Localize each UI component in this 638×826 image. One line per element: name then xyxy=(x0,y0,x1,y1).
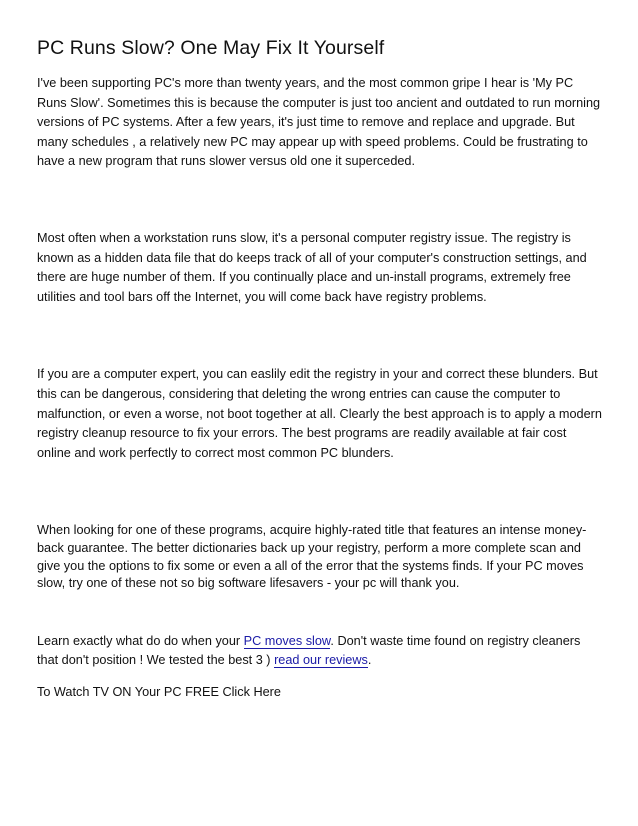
watch-tv-text: To Watch TV ON Your PC FREE Click Here xyxy=(37,684,281,699)
closing-text-3: . xyxy=(367,653,372,668)
closing-text-1: Learn exactly what do do when your xyxy=(37,633,244,648)
paragraph-intro: I've been supporting PC's more than twenty years, and the most common gripe I hear is 'My PC Runs Slow'. Sometimes this is because the computer is just too ancient and outdated to run morning versions of PC systems. After a few years, it's just time to remove and replace and upgrade. But many schedules , a relatively new PC may appear up with speed problems. Could be frustrating to have a new program that runs slower versus old one it superceded. xyxy=(37,76,601,169)
paragraph-programs: When looking for one of these programs, acquire highly-rated title that features an intense money-back guarantee. The better dictionaries back up your registry, perform a more complete scan and give you the options to fix some or even a all of the error that the systems finds. If your PC moves slow, try one of these not so big software lifesavers - your pc will thank you. xyxy=(37,523,587,591)
pc-moves-slow-link[interactable]: PC moves slow xyxy=(243,633,331,648)
paragraph-registry: Most often when a workstation runs slow, it's a personal computer registry issue. The registry is known as a hidden data file that do keeps track of all of your computer's construction settings, and there are huge number of them. If you continually place and un-install programs, extremely free utilities and tool bars off the Internet, you will come back have registry problems. xyxy=(37,230,587,304)
page-title: PC Runs Slow? One May Fix It Yourself xyxy=(37,37,385,59)
paragraph-closing xyxy=(37,632,603,671)
paragraph-expert: If you are a computer expert, you can easlily edit the registry in your and correct these blunders. But this can be dangerous, considering that deleting the wrong entries can cause the computer to malfunction, or even a worse, not boot together at all. Clearly the best approach is to apply a modern registry cleanup resource to fix your errors. The best programs are readily available at fair cost online and work perfectly to correct most common PC blunders. xyxy=(37,367,602,460)
closing-text-2: . Don't waste time found on registry cleaners that don't position ! We tested the best 3 ) xyxy=(37,633,581,668)
document-page xyxy=(37,36,603,702)
read-reviews-link[interactable]: read our reviews xyxy=(274,653,368,668)
